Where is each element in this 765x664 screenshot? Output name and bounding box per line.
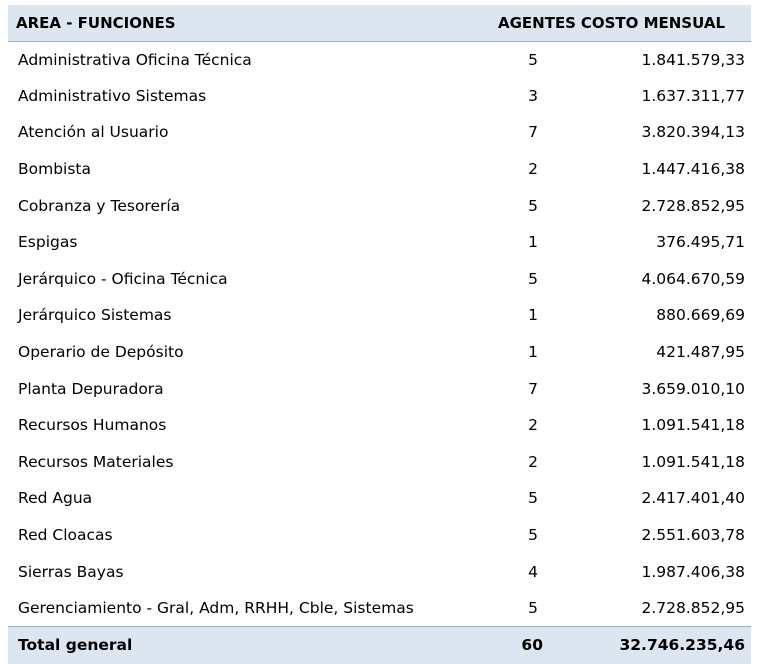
table-row — [8, 334, 751, 371]
agentes-cell: 5 — [528, 489, 538, 508]
area-cell: Red Cloacas — [18, 526, 113, 545]
costo-cell: 3.820.394,13 — [641, 123, 745, 142]
area-cell: Jerárquico - Oficina Técnica — [18, 269, 228, 288]
table-row — [8, 78, 751, 115]
agentes-cell: 2 — [528, 452, 538, 471]
costo-cell: 4.064.670,59 — [641, 269, 745, 288]
area-cell: Administrativo Sistemas — [18, 86, 207, 105]
header-row — [8, 5, 751, 41]
total-costo: 32.746.235,46 — [576, 627, 751, 664]
area-cell: Operario de Depósito — [18, 343, 184, 362]
costo-cell: 1.841.579,33 — [641, 50, 745, 69]
agentes-cell: 1 — [528, 306, 538, 325]
area-cell: Bombista — [18, 160, 92, 179]
total-label: Total general — [8, 627, 486, 664]
costo-cell: 376.495,71 — [656, 233, 745, 252]
agentes-cell: 2 — [528, 160, 538, 179]
agentes-cell: 5 — [528, 598, 538, 617]
table-row — [8, 187, 751, 224]
area-cell: Jerárquico Sistemas — [18, 306, 172, 325]
costo-cell: 1.091.541,18 — [641, 452, 745, 471]
agentes-cell: 2 — [528, 416, 538, 435]
total-row — [8, 627, 751, 664]
agentes-cell: 5 — [528, 526, 538, 545]
table-row — [8, 553, 751, 590]
area-cell: Red Agua — [18, 489, 93, 508]
costo-cell: 880.669,69 — [656, 306, 745, 325]
area-cell: Atención al Usuario — [18, 123, 169, 142]
header-costo: COSTO MENSUAL — [576, 5, 751, 41]
costo-cell: 3.659.010,10 — [641, 379, 745, 398]
table-row — [8, 224, 751, 261]
area-cell: Recursos Materiales — [18, 452, 174, 471]
agentes-cell: 7 — [528, 123, 538, 142]
agentes-cell: 7 — [528, 379, 538, 398]
costs-table — [8, 5, 751, 664]
table-row — [8, 370, 751, 407]
agentes-cell: 5 — [528, 50, 538, 69]
table-row — [8, 297, 751, 334]
costo-cell: 1.091.541,18 — [641, 416, 745, 435]
area-cell: Administrativa Oficina Técnica — [18, 50, 252, 69]
costo-cell: 1.637.311,77 — [641, 86, 745, 105]
agentes-cell: 5 — [528, 196, 538, 215]
agentes-cell: 3 — [528, 86, 538, 105]
area-cell: Espigas — [18, 233, 78, 252]
total-agentes: 60 — [486, 627, 576, 664]
area-cell: Recursos Humanos — [18, 416, 167, 435]
costo-cell: 2.551.603,78 — [641, 526, 745, 545]
table-row — [8, 590, 751, 627]
agentes-cell: 1 — [528, 343, 538, 362]
area-cell: Planta Depuradora — [18, 379, 164, 398]
table-row — [8, 444, 751, 481]
costo-cell: 2.417.401,40 — [641, 489, 745, 508]
costo-cell: 1.447.416,38 — [641, 160, 745, 179]
table-row — [8, 261, 751, 298]
table-row — [8, 151, 751, 188]
area-cell: Sierras Bayas — [18, 562, 124, 581]
agentes-cell: 5 — [528, 269, 538, 288]
costo-cell: 2.728.852,95 — [641, 196, 745, 215]
table-row — [8, 407, 751, 444]
table-row — [8, 41, 751, 78]
costo-cell: 1.987.406,38 — [641, 562, 745, 581]
table-row — [8, 480, 751, 517]
header-area: AREA - FUNCIONES — [8, 5, 486, 41]
area-cell: Cobranza y Tesorería — [18, 196, 181, 215]
header-agentes: AGENTES — [486, 5, 576, 41]
agentes-cell: 1 — [528, 233, 538, 252]
table-row — [8, 114, 751, 151]
costo-cell: 421.487,95 — [656, 343, 745, 362]
area-cell: Gerenciamiento - Gral, Adm, RRHH, Cble, Sistemas — [18, 598, 414, 617]
table-row — [8, 517, 751, 554]
agentes-cell: 4 — [528, 562, 538, 581]
costo-cell: 2.728.852,95 — [641, 598, 745, 617]
